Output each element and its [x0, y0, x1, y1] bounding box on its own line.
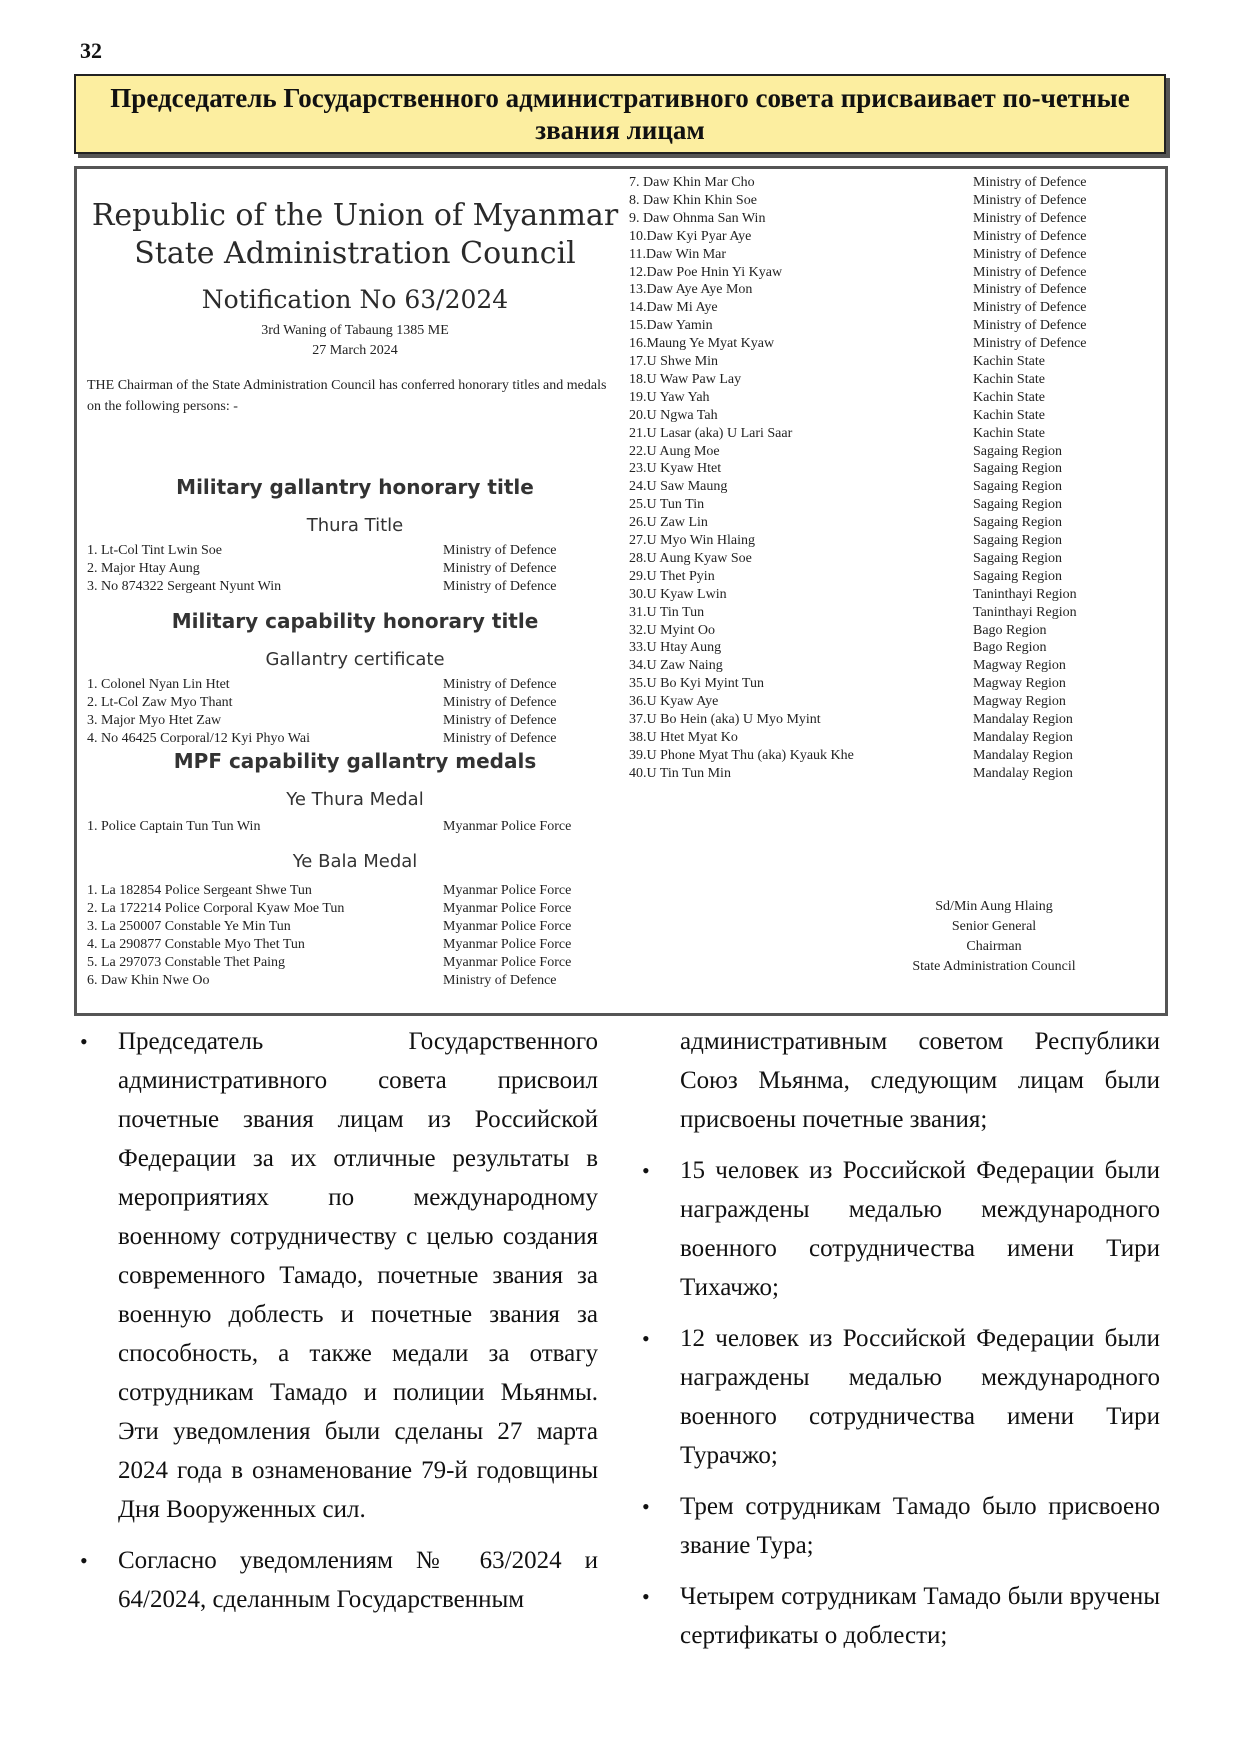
award-row	[629, 766, 1159, 786]
awardee-organization: Taninthayi Region	[973, 586, 1077, 602]
awardee-organization: Sagaing Region	[973, 550, 1063, 566]
awardee-organization: Sagaing Region	[973, 533, 1063, 548]
awardee-name: 5. La 297073 Constable Thet Paing	[87, 955, 286, 970]
awardee-organization: Ministry of Defence	[443, 713, 557, 728]
awardee-organization: Ministry of Defence	[973, 210, 1087, 226]
awardee-name: 22.U Aung Moe	[629, 443, 720, 459]
award-section-subheading: Gallantry certificate	[265, 649, 445, 670]
awardee-name: 3. La 250007 Constable Ye Min Tun	[87, 919, 291, 934]
award-row	[87, 677, 623, 697]
notification-date: 27 March 2024	[312, 343, 398, 358]
award-row	[87, 819, 623, 839]
awardee-organization: Ministry of Defence	[973, 300, 1087, 316]
signature-block	[829, 897, 1159, 977]
signature-line: Sd/Min Aung Hlaing	[935, 899, 1053, 914]
awardee-organization: Kachin State	[973, 425, 1045, 441]
awardee-organization: Mandalay Region	[973, 712, 1073, 727]
awardee-name: 18.U Waw Paw Lay	[629, 371, 742, 387]
awardee-name: 9. Daw Ohnma San Win	[629, 210, 766, 226]
awardee-organization: Sagaing Region	[973, 443, 1063, 459]
awardee-name: 34.U Zaw Naing	[629, 658, 723, 674]
awardee-organization: Ministry of Defence	[443, 561, 557, 576]
awardee-name: 25.U Tun Tin	[629, 497, 705, 513]
awardee-name: 3. Major Myo Htet Zaw	[87, 713, 222, 728]
awardee-organization: Myanmar Police Force	[443, 919, 572, 934]
awardee-organization: Mandalay Region	[973, 747, 1073, 763]
awardee-name: 14.Daw Mi Aye	[629, 300, 718, 316]
awardee-name: 36.U Kyaw Aye	[629, 694, 719, 710]
awardee-organization: Sagaing Region	[973, 568, 1063, 584]
award-row	[87, 955, 623, 975]
awardee-organization: Ministry of Defence	[973, 228, 1087, 244]
awardee-organization: Sagaing Region	[973, 461, 1063, 477]
awardee-name: 6. Daw Khin Nwe Oo	[87, 973, 210, 988]
awardee-name: 13.Daw Aye Aye Mon	[629, 282, 753, 298]
bullet-paragraph: • Согласно уведомлениям № 63/2024 и 64/2024, сделанным Государственным	[118, 1541, 598, 1619]
bullet-paragraph: • Председатель Государственного административного совета присвоил почетные звания лицам из Российской Федерации за их отличные результаты в мероприятиях по международному военному сотрудничеству с целью создания современного Тамадо, почетные звания за военную доблесть и почетные звания за способность, а также медали за отвагу сотрудникам Тамадо и полиции Мьянмы. Эти уведомления были сделаны 27 марта 2024 года в ознаменование 79-й годовщины Дня Вооруженных сил.	[118, 1022, 598, 1529]
awardee-name: 17.U Shwe Min	[629, 354, 719, 369]
awardee-name: 3. No 874322 Sergeant Nyunt Win	[87, 579, 282, 594]
awardee-name: 27.U Myo Win Hlaing	[629, 533, 755, 548]
award-row	[87, 561, 623, 581]
awardee-name: 2. La 172214 Police Corporal Kyaw Moe Tun	[87, 901, 345, 916]
signature-line: Chairman	[966, 939, 1022, 954]
awardee-name: 40.U Tin Tun Min	[629, 765, 731, 781]
awardee-name: 32.U Myint Oo	[629, 622, 715, 638]
award-section-subheading: Ye Bala Medal	[292, 851, 418, 872]
awardee-organization: Bago Region	[973, 622, 1047, 638]
awardee-organization: Ministry of Defence	[973, 192, 1087, 208]
republic-name: Republic of the Union of Myanmar	[91, 198, 619, 233]
awardee-organization: Sagaing Region	[973, 497, 1063, 513]
awardee-name: 2. Major Htay Aung	[87, 561, 200, 576]
signature-line: State Administration Council	[912, 959, 1076, 974]
paragraph: административным советом Республики Союз Мьянма, следующим лицам были присвоены почетные звания;	[680, 1028, 1160, 1133]
awardee-name: 37.U Bo Hein (aka) U Myo Myint	[629, 712, 821, 727]
notification-date-myanmar: 3rd Waning of Tabaung 1385 ME	[261, 323, 449, 338]
awardee-organization: Ministry of Defence	[973, 318, 1087, 334]
notification-intro: THE Chairman of the State Administration Council has conferred honorary titles and medals on the following persons: -	[87, 378, 607, 414]
awardee-name: 33.U Htay Aung	[629, 640, 722, 656]
awardee-organization: Taninthayi Region	[973, 604, 1077, 620]
awardee-organization: Ministry of Defence	[973, 282, 1087, 298]
bullet-paragraph: • Четырем сотрудникам Тамадо были вручены сертификаты о доблести;	[680, 1577, 1160, 1655]
award-section-heading: MPF capability gallantry medals	[173, 749, 537, 773]
awardee-organization: Kachin State	[973, 371, 1045, 387]
award-section-heading: Military gallantry honorary title	[176, 475, 534, 499]
awardee-name: 23.U Kyaw Htet	[629, 461, 722, 477]
council-name: State Administration Council	[134, 236, 576, 271]
awardee-name: 11.Daw Win Mar	[629, 246, 727, 262]
article-title: Председатель Государственного административного совета присваивает по-четные звания лицам	[110, 82, 1130, 145]
awardee-name: 12.Daw Poe Hnin Yi Kyaw	[629, 264, 783, 280]
award-row	[87, 543, 623, 563]
awardee-name: 24.U Saw Maung	[629, 479, 728, 495]
awardee-name: 20.U Ngwa Tah	[629, 407, 718, 423]
award-row	[87, 579, 623, 599]
awardee-organization: Myanmar Police Force	[443, 883, 572, 898]
awardee-name: 26.U Zaw Lin	[629, 515, 708, 531]
page-number: 32	[80, 38, 102, 63]
awardee-organization: Mandalay Region	[973, 765, 1073, 781]
awardee-organization: Sagaing Region	[973, 515, 1063, 531]
awardee-organization: Kachin State	[973, 389, 1045, 405]
awardee-name: 10.Daw Kyi Pyar Aye	[629, 228, 752, 244]
awardee-organization: Ministry of Defence	[443, 695, 557, 710]
awardee-organization: Myanmar Police Force	[443, 819, 572, 834]
awardee-organization: Bago Region	[973, 640, 1047, 656]
awardee-organization: Ministry of Defence	[443, 579, 557, 594]
awardee-name: 4. La 290877 Constable Myo Thet Tun	[87, 937, 305, 952]
bullet-paragraph: • 15 человек из Российской Федерации были награждены медалью международного военного сотрудничества имени Тири Тихачжо;	[680, 1151, 1160, 1307]
award-section-subheading: Thura Title	[306, 515, 404, 536]
awardee-organization: Ministry of Defence	[973, 246, 1087, 262]
awardee-name: 2. Lt-Col Zaw Myo Thant	[87, 695, 233, 710]
awardee-organization: Magway Region	[973, 676, 1066, 692]
bullet-paragraph: • 12 человек из Российской Федерации были награждены медалью международного военного сотрудничества имени Тири Турачжо;	[680, 1319, 1160, 1475]
article-title-box	[74, 74, 1166, 154]
award-section-heading: Military capability honorary title	[171, 609, 539, 633]
awardee-organization: Sagaing Region	[973, 479, 1063, 495]
bullet-paragraph: • Трем сотрудникам Тамадо было присвоено звание Тура;	[680, 1487, 1160, 1565]
awardee-name: 1. Colonel Nyan Lin Htet	[87, 677, 230, 692]
body-column-left	[118, 1022, 598, 1631]
awardee-name: 19.U Yaw Yah	[629, 389, 710, 405]
award-row	[87, 695, 623, 715]
notification-image	[74, 166, 1168, 1016]
awardee-name: 21.U Lasar (aka) U Lari Saar	[629, 425, 793, 441]
awardee-name: 28.U Aung Kyaw Soe	[629, 550, 752, 566]
notification-number: Notification No 63/2024	[201, 285, 509, 314]
awardee-name: 8. Daw Khin Khin Soe	[629, 192, 757, 208]
signature-line: Senior General	[951, 919, 1037, 934]
awardee-organization: Ministry of Defence	[973, 336, 1087, 352]
awardee-name: 30.U Kyaw Lwin	[629, 586, 727, 602]
awardee-organization: Kachin State	[973, 407, 1045, 423]
awardee-name: 7. Daw Khin Mar Cho	[629, 175, 755, 190]
body-column-right	[680, 1022, 1160, 1667]
awardee-name: 29.U Thet Pyin	[629, 568, 715, 584]
awardee-name: 1. Police Captain Tun Tun Win	[87, 819, 261, 834]
awardee-name: 4. No 46425 Corporal/12 Kyi Phyo Wai	[87, 731, 310, 746]
award-row	[87, 973, 623, 993]
awardee-name: 38.U Htet Myat Ko	[629, 729, 738, 745]
awardee-organization: Magway Region	[973, 694, 1066, 710]
award-section-subheading: Ye Thura Medal	[286, 789, 424, 810]
awardee-organization: Ministry of Defence	[973, 264, 1087, 280]
awardee-organization: Myanmar Police Force	[443, 955, 572, 970]
awardee-organization: Ministry of Defence	[973, 175, 1087, 190]
awardee-organization: Mandalay Region	[973, 729, 1073, 745]
award-row	[87, 731, 623, 751]
awardee-organization: Magway Region	[973, 658, 1066, 674]
award-row	[87, 713, 623, 733]
award-row	[87, 883, 623, 903]
awardee-organization: Kachin State	[973, 354, 1045, 369]
awardee-name: 16.Maung Ye Myat Kyaw	[629, 336, 775, 352]
awardee-name: 15.Daw Yamin	[629, 318, 713, 334]
award-row	[87, 901, 623, 921]
awardee-name: 35.U Bo Kyi Myint Tun	[629, 676, 764, 692]
award-row	[87, 937, 623, 957]
awardee-name: 1. Lt-Col Tint Lwin Soe	[87, 543, 222, 558]
notification-header	[87, 197, 623, 273]
awardee-organization: Ministry of Defence	[443, 731, 557, 746]
awardee-organization: Myanmar Police Force	[443, 937, 572, 952]
awardee-organization: Myanmar Police Force	[443, 901, 572, 916]
awardee-name: 1. La 182854 Police Sergeant Shwe Tun	[87, 883, 312, 898]
award-row	[87, 919, 623, 939]
awardee-name: 39.U Phone Myat Thu (aka) Kyauk Khe	[629, 747, 854, 763]
awardee-name: 31.U Tin Tun	[629, 604, 705, 620]
awardee-organization: Ministry of Defence	[443, 973, 557, 988]
awardee-organization: Ministry of Defence	[443, 543, 557, 558]
awardee-organization: Ministry of Defence	[443, 677, 557, 692]
